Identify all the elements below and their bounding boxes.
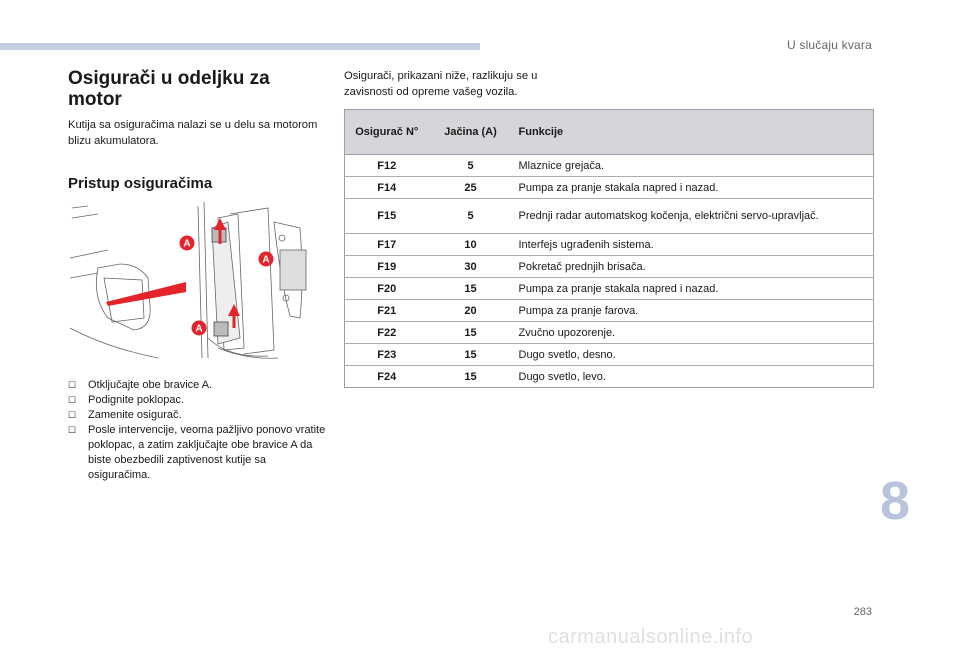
watermark: carmanualsonline.info bbox=[548, 626, 754, 648]
svg-text:A: A bbox=[262, 254, 270, 266]
latch-marker-a bbox=[180, 236, 195, 251]
step-item: ☐ Zamenite osigurač. bbox=[68, 409, 182, 421]
fuse-function: Prednji radar automatskog kočenja, električni servo-upravljač. bbox=[513, 199, 874, 234]
chapter-number: 8 bbox=[880, 471, 911, 531]
fuse-rating: 15 bbox=[429, 344, 513, 366]
fuse-function: Pumpa za pranje stakala napred i nazad. bbox=[513, 278, 874, 300]
latch-marker-a bbox=[192, 321, 207, 336]
checkbox-bullet-icon: ☐ bbox=[68, 410, 77, 420]
fuse-box-illustration bbox=[68, 198, 314, 360]
fuse-number: F20 bbox=[345, 278, 429, 300]
fuse-number: F17 bbox=[345, 234, 429, 256]
table-header-row bbox=[345, 110, 874, 155]
page-number: 283 bbox=[853, 606, 872, 618]
table-intro: Osigurači, prikazani niže, razlikuju se u zavisnosti od opreme vašeg vozila. bbox=[344, 70, 538, 98]
table-row bbox=[345, 155, 874, 177]
fuse-function: Pokretač prednjih brisača. bbox=[513, 256, 874, 278]
fuse-number: F19 bbox=[345, 256, 429, 278]
checkbox-bullet-icon: ☐ bbox=[68, 425, 77, 435]
table-row bbox=[345, 199, 874, 234]
table-row bbox=[345, 256, 874, 278]
fuse-rating: 25 bbox=[429, 177, 513, 199]
col-header-rating: Jačina (A) bbox=[429, 110, 513, 155]
checkbox-bullet-icon: ☐ bbox=[68, 380, 77, 390]
table-row bbox=[345, 177, 874, 199]
fuse-table bbox=[344, 109, 874, 388]
table-row bbox=[345, 300, 874, 322]
fuse-function: Pumpa za pranje stakala napred i nazad. bbox=[513, 177, 874, 199]
fuse-function: Pumpa za pranje farova. bbox=[513, 300, 874, 322]
fuse-number: F23 bbox=[345, 344, 429, 366]
checkbox-bullet-icon: ☐ bbox=[68, 395, 77, 405]
fuse-function: Dugo svetlo, desno. bbox=[513, 344, 874, 366]
svg-text:A: A bbox=[183, 238, 191, 250]
table-row bbox=[345, 366, 874, 388]
table-row bbox=[345, 322, 874, 344]
fuse-number: F21 bbox=[345, 300, 429, 322]
fuse-rating: 10 bbox=[429, 234, 513, 256]
fuse-function: Zvučno upozorenje. bbox=[513, 322, 874, 344]
step-item: ☐ Posle intervencije, veoma pažljivo ponovo vratite poklopac, a zatim zaključajte obe bravice A da biste obezbedili zaptivenost kutije sa osiguračima. bbox=[68, 424, 326, 481]
svg-text:A: A bbox=[195, 323, 203, 335]
table-row bbox=[345, 234, 874, 256]
table-row bbox=[345, 278, 874, 300]
pointer-arrow-icon bbox=[106, 282, 186, 306]
fuse-number: F15 bbox=[345, 199, 429, 234]
fuse-number: F14 bbox=[345, 177, 429, 199]
step-item: ☐ Podignite poklopac. bbox=[68, 394, 185, 406]
fuse-number: F12 bbox=[345, 155, 429, 177]
fuse-function: Interfejs ugrađenih sistema. bbox=[513, 234, 874, 256]
col-header-function: Funkcije bbox=[513, 110, 874, 155]
steps-list bbox=[68, 378, 328, 483]
fuse-rating: 20 bbox=[429, 300, 513, 322]
fuse-rating: 15 bbox=[429, 278, 513, 300]
table-row bbox=[345, 344, 874, 366]
fuse-rating: 15 bbox=[429, 366, 513, 388]
fuse-rating: 5 bbox=[429, 155, 513, 177]
fuse-rating: 30 bbox=[429, 256, 513, 278]
fuse-number: F22 bbox=[345, 322, 429, 344]
step-item: ☐ Otključajte obe bravice A. bbox=[68, 379, 213, 391]
chapter-header-title: U slučaju kvara bbox=[786, 38, 872, 52]
section-title: Osigurači u odeljku za motor bbox=[68, 68, 270, 110]
header-accent-bar bbox=[0, 43, 480, 50]
fuse-function: Mlaznice grejača. bbox=[513, 155, 874, 177]
subsection-title: Pristup osiguračima bbox=[68, 175, 213, 192]
fuse-number: F24 bbox=[345, 366, 429, 388]
col-header-fuse: Osigurač N° bbox=[345, 110, 429, 155]
fuse-rating: 15 bbox=[429, 322, 513, 344]
latch-marker-a bbox=[259, 252, 274, 267]
section-intro: Kutija sa osiguračima nalazi se u delu sa motorom blizu akumulatora. bbox=[68, 119, 318, 147]
fuse-function: Dugo svetlo, levo. bbox=[513, 366, 874, 388]
fuse-rating: 5 bbox=[429, 199, 513, 234]
